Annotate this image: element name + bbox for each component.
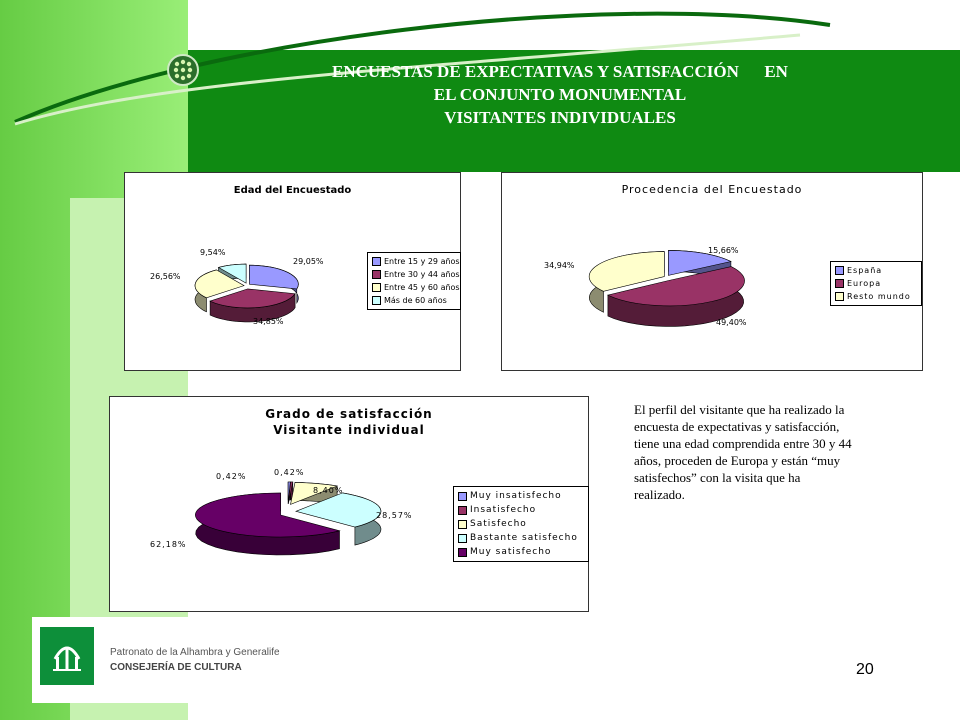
legend-label: Europa xyxy=(847,279,882,288)
legend-swatch xyxy=(372,257,381,266)
legend-item xyxy=(458,489,584,503)
legend-item xyxy=(372,294,456,307)
legend-item xyxy=(372,255,460,268)
satisfaction-label-2: 8,40% xyxy=(313,486,344,495)
satisfaction-legend xyxy=(453,486,589,562)
origin-label-1: 49,40% xyxy=(716,318,747,327)
legend-item xyxy=(835,277,917,290)
andalucia-emblem-icon xyxy=(40,627,94,685)
title-line-1: ENCUESTAS DE EXPECTATIVAS Y SATISFACCIÓN EN xyxy=(332,62,788,81)
origin-chart xyxy=(501,172,923,371)
age-slice-0 xyxy=(249,265,298,289)
legend-swatch xyxy=(458,548,467,557)
legend-item xyxy=(458,545,584,559)
legend-swatch xyxy=(372,270,381,279)
age-chart xyxy=(124,172,461,371)
legend-label: Entre 15 y 29 años xyxy=(384,257,460,266)
origin-label-0: 15,66% xyxy=(708,246,739,255)
legend-item xyxy=(458,531,584,545)
junta-andalucia-logo xyxy=(40,627,94,685)
title-line-3: VISITANTES INDIVIDUALES xyxy=(444,108,676,127)
origin-chart-title: Procedencia del Encuestado xyxy=(621,183,803,196)
satisfaction-chart-title: Grado de satisfacción xyxy=(265,407,433,421)
age-label-2: 26,56% xyxy=(150,272,181,281)
legend-swatch xyxy=(458,520,467,529)
legend-swatch xyxy=(835,266,844,275)
satisfaction-label-3: 28,57% xyxy=(376,511,413,520)
legend-label: España xyxy=(847,266,883,275)
satisfaction-label-0: 0,42% xyxy=(216,472,247,481)
legend-item xyxy=(372,281,460,294)
legend-swatch xyxy=(835,292,844,301)
age-chart-title: Edad del Encuestado xyxy=(233,185,352,196)
age-legend xyxy=(367,252,461,310)
legend-label: Bastante satisfecho xyxy=(470,533,578,543)
legend-label: Satisfecho xyxy=(470,519,527,529)
legend-swatch xyxy=(458,506,467,515)
legend-item xyxy=(458,517,584,531)
legend-swatch xyxy=(458,492,467,501)
origin-legend xyxy=(830,261,922,306)
legend-swatch xyxy=(458,534,467,543)
legend-swatch xyxy=(372,296,381,305)
page-number: 20 xyxy=(856,661,874,678)
legend-label: Resto mundo xyxy=(847,292,911,301)
legend-label: Insatisfecho xyxy=(470,505,537,515)
age-label-3: 9,54% xyxy=(200,248,226,257)
legend-label: Entre 30 y 44 años xyxy=(384,270,460,279)
satisfaction-label-1: 0,42% xyxy=(274,468,305,477)
page-title xyxy=(230,60,890,129)
title-line-2: EL CONJUNTO MONUMENTAL xyxy=(433,85,687,104)
description-text: El perfil del visitante que ha realizado la encuesta de expectativas y satisfacción, tiene una edad comprendida entre 30 y 44 años, proceden de Europa y están “muy satisfechos” con la visita que ha realizado. xyxy=(634,402,852,502)
legend-item xyxy=(835,290,917,303)
origin-label-2: 34,94% xyxy=(544,261,575,270)
satisfaction-label-4: 62,18% xyxy=(150,540,187,549)
logo-line-1: Patronato de la Alhambra y Generalife xyxy=(110,647,280,658)
legend-label: Entre 45 y 60 años xyxy=(384,283,460,292)
legend-item xyxy=(372,268,460,281)
age-label-0: 29,05% xyxy=(293,257,324,266)
legend-label: Más de 60 años xyxy=(384,296,447,305)
logo-line-2: CONSEJERÍA DE CULTURA xyxy=(110,662,242,673)
legend-swatch xyxy=(835,279,844,288)
age-label-1: 34,85% xyxy=(253,317,284,326)
legend-item xyxy=(835,264,917,277)
footer-logo xyxy=(32,617,280,703)
legend-item xyxy=(458,503,584,517)
legend-label: Muy insatisfecho xyxy=(470,491,562,501)
satisfaction-chart-subtitle: Visitante individual xyxy=(273,423,425,437)
legend-label: Muy satisfecho xyxy=(470,547,552,557)
legend-swatch xyxy=(372,283,381,292)
satisfaction-chart xyxy=(109,396,589,612)
